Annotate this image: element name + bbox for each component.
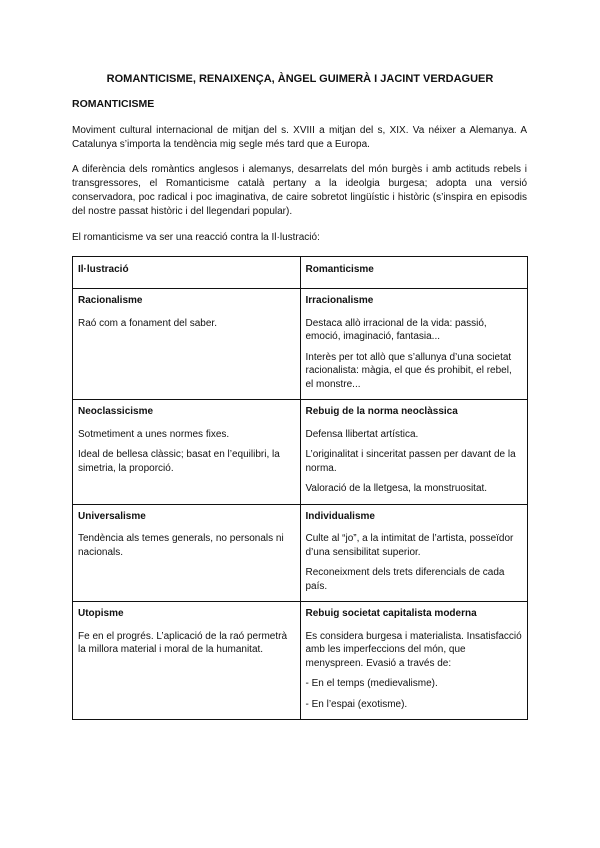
cell-heading: Racionalisme (78, 295, 143, 306)
cell-text: Defensa llibertat artística. (305, 428, 419, 440)
table-row (73, 400, 528, 505)
table-cell-left (73, 602, 301, 720)
intro-paragraph: Moviment cultural internacional de mitjan del s. XVIII a mitjan del s, XIX. Va néixer a Alemanya. A Catalunya s’importa la tendència mig segle més tard que a Europa. (72, 125, 527, 150)
cell-heading: Utopisme (78, 608, 124, 619)
cell-text: Sotmetiment a unes normes fixes. (78, 428, 230, 440)
table-cell-right (300, 602, 528, 720)
cell-text: - En l’espai (exotisme). (305, 698, 408, 710)
cell-heading: Neoclassicisme (78, 406, 154, 417)
cell-text: Destaca allò irracional de la vida: passió, emoció, imaginació, fantasia... (305, 317, 487, 342)
cell-text: Tendència als temes generals, no personals ni nacionals. (78, 533, 284, 558)
table-row (73, 504, 528, 602)
section-heading: ROMANTICISME (72, 98, 155, 110)
cell-text: Es considera burgesa i materialista. Insatisfacció amb les imperfeccions del món, que menyspreen. Evasió a través de: (305, 630, 522, 669)
cell-heading: Rebuig de la norma neoclàssica (305, 406, 458, 417)
cell-text: Ideal de bellesa clàssic; basat en l’equilibri, la simetria, la proporció. (78, 449, 280, 474)
table-cell-left (73, 289, 301, 400)
comparison-table (72, 256, 528, 720)
context-paragraph: A diferència dels romàntics anglesos i alemanys, desarrelats del món burgès i amb actituds rebels i transgressores, el Romanticisme català pertany a la ideolgia burgesa; adopta una versió conservadora, poc radical i poc imaginativa, de caire sobretot lingüístic i històric (s’inspira en episodis del nostre passat històric i del llegendari popular). (72, 164, 527, 217)
cell-heading: Individualisme (305, 510, 375, 522)
cell-text: Reconeixment dels trets diferencials de cada país. (305, 567, 505, 592)
cell-heading: Irracionalisme (305, 295, 374, 306)
cell-text: - En el temps (medievalisme). (305, 678, 438, 689)
cell-text: L’originalitat i sinceritat passen per davant de la norma. (305, 449, 516, 474)
table-cell-left (73, 400, 301, 505)
table-row (73, 289, 528, 400)
cell-text: Interès per tot allò que s’allunya d’una societat racionalista: màgia, el que és prohibit, el rebel, el monstre... (305, 351, 512, 390)
header-cell-romanticisme: Romanticisme (300, 257, 528, 289)
table-row (73, 602, 528, 720)
cell-text: Fe en el progrés. L’aplicació de la raó permetrà la millora material i moral de la humanitat. (78, 630, 288, 655)
table-cell-right (300, 400, 528, 505)
table-intro-paragraph: El romanticisme va ser una reacció contra la Il·lustració: (72, 232, 320, 243)
table-cell-right (300, 504, 528, 602)
cell-heading: Rebuig societat capitalista moderna (305, 608, 477, 619)
table-cell-right (300, 289, 528, 400)
cell-text: Culte al “jo”, a la intimitat de l’artista, posseïdor d’una sensibilitat superior. (305, 533, 514, 558)
cell-text: Valoració de la lletgesa, la monstruositat. (305, 483, 488, 494)
table-cell-left (73, 504, 301, 602)
header-cell-illustracio: Il·lustració (73, 257, 301, 289)
document-title: ROMANTICISME, RENAIXENÇA, ÀNGEL GUIMERÀ I JACINT VERDAGUER (106, 73, 494, 85)
table-header-row (73, 257, 528, 289)
cell-text: Raó com a fonament del saber. (78, 317, 217, 329)
cell-heading: Universalisme (78, 510, 146, 522)
